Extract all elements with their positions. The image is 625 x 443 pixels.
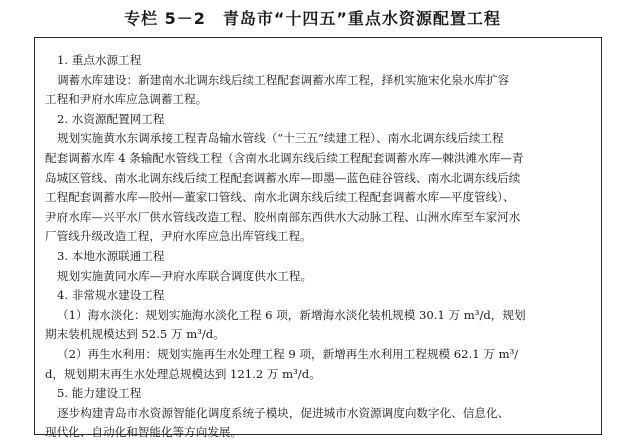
text-line: 3. 本地水源联通工程 [57,248,165,263]
text-line: 逐步构建青岛市水资源智能化调度系统子模块，促进城市水资源调度向数字化、信息化、 [57,405,510,420]
text-line: 现代化、自动化和智能化等方向发展。 [45,425,243,440]
text-line: 规划实施黄同水库—尹府水库联合调度供水工程。 [57,268,313,283]
text-line: 工程和尹府水库应急调蓄工程。 [45,92,208,107]
column-title: 专栏 5－2 青岛市“十四五”重点水资源配置工程 [124,9,501,28]
text-line: 配套调蓄水库 4 条输配水管线工程（含南水北调东线后续工程配套调蓄水库—棘洪滩水库—青 [45,150,524,165]
text-line: 期末装机规模达到 52.5 万 m³/d。 [45,327,225,342]
text-line: 厂管线升级改造工程，尹府水库应急出库管线工程。 [45,229,312,244]
text-line: 规划实施黄水东调承接工程青岛输水管线（“十三五”续建工程）、南水北调东线后续工程 [57,131,504,146]
text-line: 5. 能力建设工程 [57,386,142,401]
text-line: 岛城区管线、南水北调东线后续工程配套调蓄水库—即墨—蓝色硅谷管线、南水北调东线后续 [45,170,521,185]
text-line: 尹府水库—兴平水厂供水管线改造工程、胶州南部东西供水大动脉工程、山洲水库至车家河水 [45,209,521,224]
text-line: （1）海水淡化：规划实施海水淡化工程 6 项，新增海水淡化装机规模 30.1 万 m³/d，规划 [57,307,526,322]
text-line: 4. 非常规水建设工程 [57,288,165,303]
text-line: 2. 水资源配置网工程 [57,111,165,126]
text-line: （2）再生水利用：规划实施再生水处理工程 9 项，新增再生水利用工程规模 62.1 万 m³/ [57,346,519,361]
text-line: d，规划期末再生水处理总规模达到 121.2 万 m³/d。 [45,366,321,381]
text-line: 调蓄水库建设：新建南水北调东线后续工程配套调蓄水库工程，择机实施宋化泉水库扩容 [57,72,510,87]
text-line: 工程配套调蓄水库—胶州—董家口管线、南水北调东线后续工程配套调蓄水库—平度管线）、 [45,190,515,205]
content-box [34,37,602,440]
text-line: 1. 重点水源工程 [57,53,142,67]
